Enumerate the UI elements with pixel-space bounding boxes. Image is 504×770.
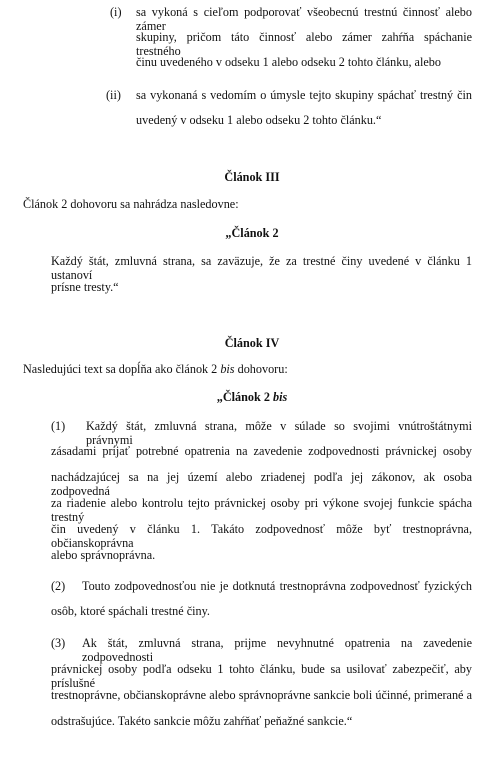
para-3-label: (3) xyxy=(51,636,66,650)
article-4-heading: Článok IV xyxy=(224,336,280,350)
para-2-line-1: Touto zodpovednosťou nie je dotknutá trestnoprávna zodpovednosť fyzických xyxy=(82,579,472,593)
item-ii-label: (ii) xyxy=(106,88,121,102)
para-1-line-2: zásadami prijať potrebné opatrenia na zavedenie zodpovednosti právnickej osoby xyxy=(51,444,472,458)
article-3-heading: Článok III xyxy=(224,170,280,184)
item-i-label: (i) xyxy=(110,5,122,19)
item-ii-line-1: sa vykonaná s vedomím o úmysle tejto skupiny spáchať trestný čin xyxy=(136,88,472,102)
para-3-line-3: trestnoprávne, občianskoprávne alebo správnoprávne sankcie boli účinné, primerané a xyxy=(51,688,472,702)
item-i-line-3: činu uvedeného v odseku 1 alebo odseku 2 tohto článku, alebo xyxy=(136,55,441,69)
article-3-line-2: prísne tresty.“ xyxy=(51,280,119,294)
para-1-label: (1) xyxy=(51,419,66,433)
para-2-line-2: osôb, ktoré spáchali trestné činy. xyxy=(51,604,210,618)
para-3-line-2: právnickej osoby podľa odseku 1 tohto článku, bude sa usilovať zabezpečiť, aby príslušné xyxy=(51,662,472,690)
article-4-subheading: „Článok 2 bis xyxy=(216,390,288,404)
article-4-intro: Nasledujúci text sa dopĺňa ako článok 2 bis dohovoru: xyxy=(23,362,288,376)
para-1-line-5: čin uvedený v článku 1. Takáto zodpovednosť môže byť trestnoprávna, občianskoprávna xyxy=(51,522,472,550)
article-3-subheading: „Článok 2 xyxy=(225,226,279,240)
para-3-line-4: odstrašujúce. Takéto sankcie môžu zahŕňať peňažné sankcie.“ xyxy=(51,714,353,728)
para-2-label: (2) xyxy=(51,579,66,593)
para-1-line-1: Každý štát, zmluvná strana, môže v súlade so svojimi vnútroštátnymi právnymi xyxy=(86,419,472,447)
item-i-line-2: skupiny, pričom táto činnosť alebo zámer zahŕňa spáchanie trestného xyxy=(136,30,472,58)
para-1-line-3: nachádzajúcej sa na jej území alebo zriadenej podľa jej zákonov, ak osoba zodpovedná xyxy=(51,470,472,498)
para-1-line-4: za riadenie alebo kontrolu tejto právnickej osoby pri výkone svojej funkcie spácha trestný xyxy=(51,496,472,524)
item-ii-line-2: uvedený v odseku 1 alebo odseku 2 tohto článku.“ xyxy=(136,113,382,127)
item-i-line-1: sa vykoná s cieľom podporovať všeobecnú trestnú činnosť alebo zámer xyxy=(136,5,472,33)
article-3-line-1: Každý štát, zmluvná strana, sa zaväzuje, že za trestné činy uvedené v článku 1 ustanoví xyxy=(51,254,472,282)
para-3-line-1: Ak štát, zmluvná strana, prijme nevyhnutné opatrenia na zavedenie zodpovednosti xyxy=(82,636,472,664)
article-3-intro: Článok 2 dohovoru sa nahrádza nasledovne: xyxy=(23,197,239,211)
para-1-line-6: alebo správnoprávna. xyxy=(51,548,156,562)
